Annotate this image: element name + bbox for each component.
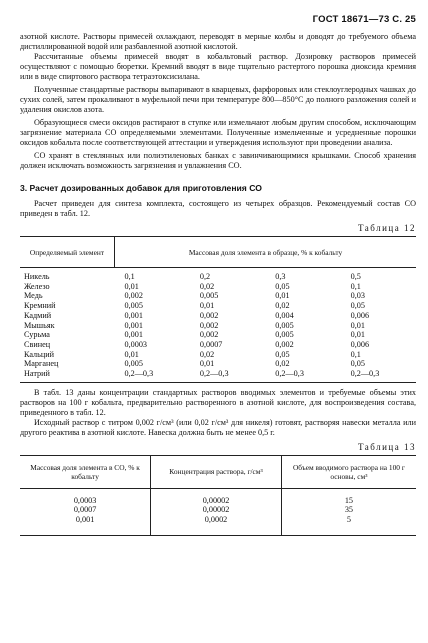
mass-fraction-cell: 0,1 <box>350 281 361 291</box>
section-3-text: Расчет приведен для синтеза комплекта, состоящего из четырех образцов. Рекомендуемый состав СО приведен в табл. 12. <box>20 199 416 218</box>
mass-fraction-cell: 0,005 <box>275 330 294 340</box>
table-12-body <box>20 268 416 383</box>
mass-fraction-cell: 0,05 <box>350 359 365 369</box>
table-12 <box>20 236 416 383</box>
table-row <box>20 340 416 350</box>
mass-fraction-cell: 0,01 <box>124 349 139 359</box>
mass-fraction-cell: 0,01 <box>199 359 215 369</box>
element-name: Медь <box>24 291 43 301</box>
mass-fraction-cell: 0,2—0,3 <box>199 369 229 379</box>
table-13-cell: 0,0003 <box>73 495 97 505</box>
paragraph-after-table-12-b: Исходный раствор с титром 0,002 г/см³ (или 0,02 г/см³ для никеля) готовят, растворяя навески металла или другого реактива в азотной кислоте. Навеска должна быть не менее 0,5 г. <box>20 417 416 437</box>
element-name: Никель <box>24 272 50 281</box>
table-13-cell: 5 <box>281 515 416 535</box>
mass-fraction-cell: 0,5 <box>350 272 361 281</box>
mass-fraction-cell: 0,006 <box>350 310 370 320</box>
mass-fraction-cell: 0,002 <box>199 320 219 330</box>
mass-fraction-cell: 0,05 <box>275 349 290 359</box>
element-name: Кальций <box>24 349 55 359</box>
mass-fraction-cell: 0,002 <box>199 330 219 340</box>
table-13-col-volume: Объем вводимого раствора на 100 г основы, см³ <box>281 455 416 488</box>
table-row <box>20 268 416 282</box>
table-12-col-element: Определяемый элемент <box>20 237 115 268</box>
element-name: Натрий <box>24 369 50 379</box>
table-13-cell: 0,0002 <box>151 515 282 535</box>
paragraph-after-table-12-a: В табл. 13 даны концентрации стандартных растворов вводимых элементов и требуемые объемы этих растворов на 100 г кобальта, предварительно растворенного в азотной кислоте, для воспроизведения состава, приведенного в табл. 12. <box>20 387 416 417</box>
mass-fraction-cell: 0,01 <box>350 320 365 330</box>
table-13 <box>20 455 416 536</box>
mass-fraction-cell: 0,05 <box>350 301 365 311</box>
mass-fraction-cell: 0,3 <box>275 272 286 281</box>
mass-fraction-cell: 0,02 <box>275 359 290 369</box>
table-13-caption: Таблица 13 <box>358 441 416 452</box>
mass-fraction-cell: 0,002 <box>275 339 294 349</box>
mass-fraction-cell: 0,2—0,3 <box>275 369 304 379</box>
table-row <box>20 515 416 535</box>
table-13-cell: 0,001 <box>75 515 95 525</box>
element-name: Марганец <box>24 359 59 369</box>
mass-fraction-cell: 0,2—0,3 <box>350 369 380 379</box>
table-row <box>20 488 416 505</box>
table-row <box>20 359 416 369</box>
page-header: ГОСТ 18671—73 С. 25 <box>312 14 416 25</box>
mass-fraction-cell: 0,02 <box>199 349 215 359</box>
mass-fraction-cell: 0,01 <box>199 301 215 311</box>
element-name: Свинец <box>24 339 51 349</box>
element-name: Мышьяк <box>24 320 55 330</box>
table-13-cell: 35 <box>281 505 416 515</box>
mass-fraction-cell: 0,2 <box>199 272 211 281</box>
table-row <box>20 330 416 340</box>
element-name: Кадмий <box>24 310 52 320</box>
table-13-cell: 0,0007 <box>73 505 97 515</box>
element-name: Железо <box>24 281 50 291</box>
table-13-cell: 0,00002 <box>151 488 282 505</box>
table-row <box>20 311 416 321</box>
table-13-cell: 0,00002 <box>151 505 282 515</box>
mass-fraction-cell: 0,002 <box>124 291 143 301</box>
paragraph-3: Полученные стандартные растворы выпаривают в кварцевых, фарфоровых или стеклоуглеродных чашках до сухих солей, затем прокаливают в муфельной печи при температуре 800—850°С до полного разложения солей и удаления окислов азота. <box>20 85 416 114</box>
paragraph-5: СО хранят в стеклянных или полиэтиленовых банках с завинчивающимися крышками. Способ хранения должен исключать возможность загрязнения и увлажнения СО. <box>20 151 416 170</box>
table-row <box>20 350 416 360</box>
mass-fraction-cell: 0,05 <box>275 281 290 291</box>
table-row <box>20 321 416 331</box>
mass-fraction-cell: 0,005 <box>199 291 219 301</box>
mass-fraction-cell: 0,01 <box>350 330 365 340</box>
mass-fraction-cell: 0,01 <box>124 281 139 291</box>
mass-fraction-cell: 0,006 <box>350 339 370 349</box>
mass-fraction-cell: 0,001 <box>124 310 143 320</box>
mass-fraction-cell: 0,005 <box>275 320 294 330</box>
mass-fraction-cell: 0,03 <box>350 291 365 301</box>
table-12-caption: Таблица 12 <box>358 223 416 233</box>
table-13-col-mass: Массовая доля элемента в СО, % к кобальту <box>30 462 140 481</box>
mass-fraction-cell: 0,01 <box>275 291 290 301</box>
mass-fraction-cell: 0,02 <box>275 301 290 311</box>
mass-fraction-cell: 0,1 <box>350 349 361 359</box>
table-13-cell: 15 <box>281 488 416 505</box>
table-row <box>20 282 416 292</box>
element-name: Кремний <box>24 301 56 311</box>
mass-fraction-cell: 0,0003 <box>124 339 148 349</box>
table-13-col-concentration: Концентрация раствора, г/см³ <box>151 455 282 488</box>
element-name: Сурьма <box>24 330 50 340</box>
mass-fraction-cell: 0,004 <box>275 310 294 320</box>
mass-fraction-cell: 0,2—0,3 <box>124 369 154 379</box>
table-row <box>20 505 416 515</box>
mass-fraction-cell: 0,1 <box>124 272 135 281</box>
table-13-body <box>20 488 416 535</box>
paragraph-2: Рассчитанные объемы примесей вводят в кобальтовый раствор. Дозировку растворов примесей осуществляют с помощью бюретки. Кремний вводят в виде тщательно растертого порошка диоксида кремния или в виде спиртового раствора тетраэтоксисилана. <box>20 52 416 81</box>
mass-fraction-cell: 0,0007 <box>199 339 223 349</box>
section-3-title: 3. Расчет дозированных добавок для приготовления СО <box>20 183 262 193</box>
mass-fraction-cell: 0,001 <box>124 320 143 330</box>
table-row <box>20 369 416 382</box>
mass-fraction-cell: 0,005 <box>124 359 143 369</box>
mass-fraction-cell: 0,005 <box>124 301 143 311</box>
table-row <box>20 291 416 301</box>
paragraph-1: азотной кислоте. Растворы примесей охлаждают, переводят в мерные колбы и доводят до требуемого объема дистиллированной водой или разбавленной азотной кислотой. <box>20 32 416 51</box>
paragraph-4: Образующиеся смеси оксидов растирают в ступке или измельчают любым другим способом, исключающим загрязнение материала СО определяемыми элементами. Полученные измельченные и усредненные порошки оксидов кобальта после соответствующей аттестации и утверждения используют при проведении анализа. <box>20 118 416 147</box>
mass-fraction-cell: 0,002 <box>199 310 219 320</box>
mass-fraction-cell: 0,02 <box>199 281 215 291</box>
table-12-col-mass: Массовая доля элемента в образце, % к кобальту <box>188 247 343 257</box>
table-row <box>20 301 416 311</box>
mass-fraction-cell: 0,001 <box>124 330 143 340</box>
